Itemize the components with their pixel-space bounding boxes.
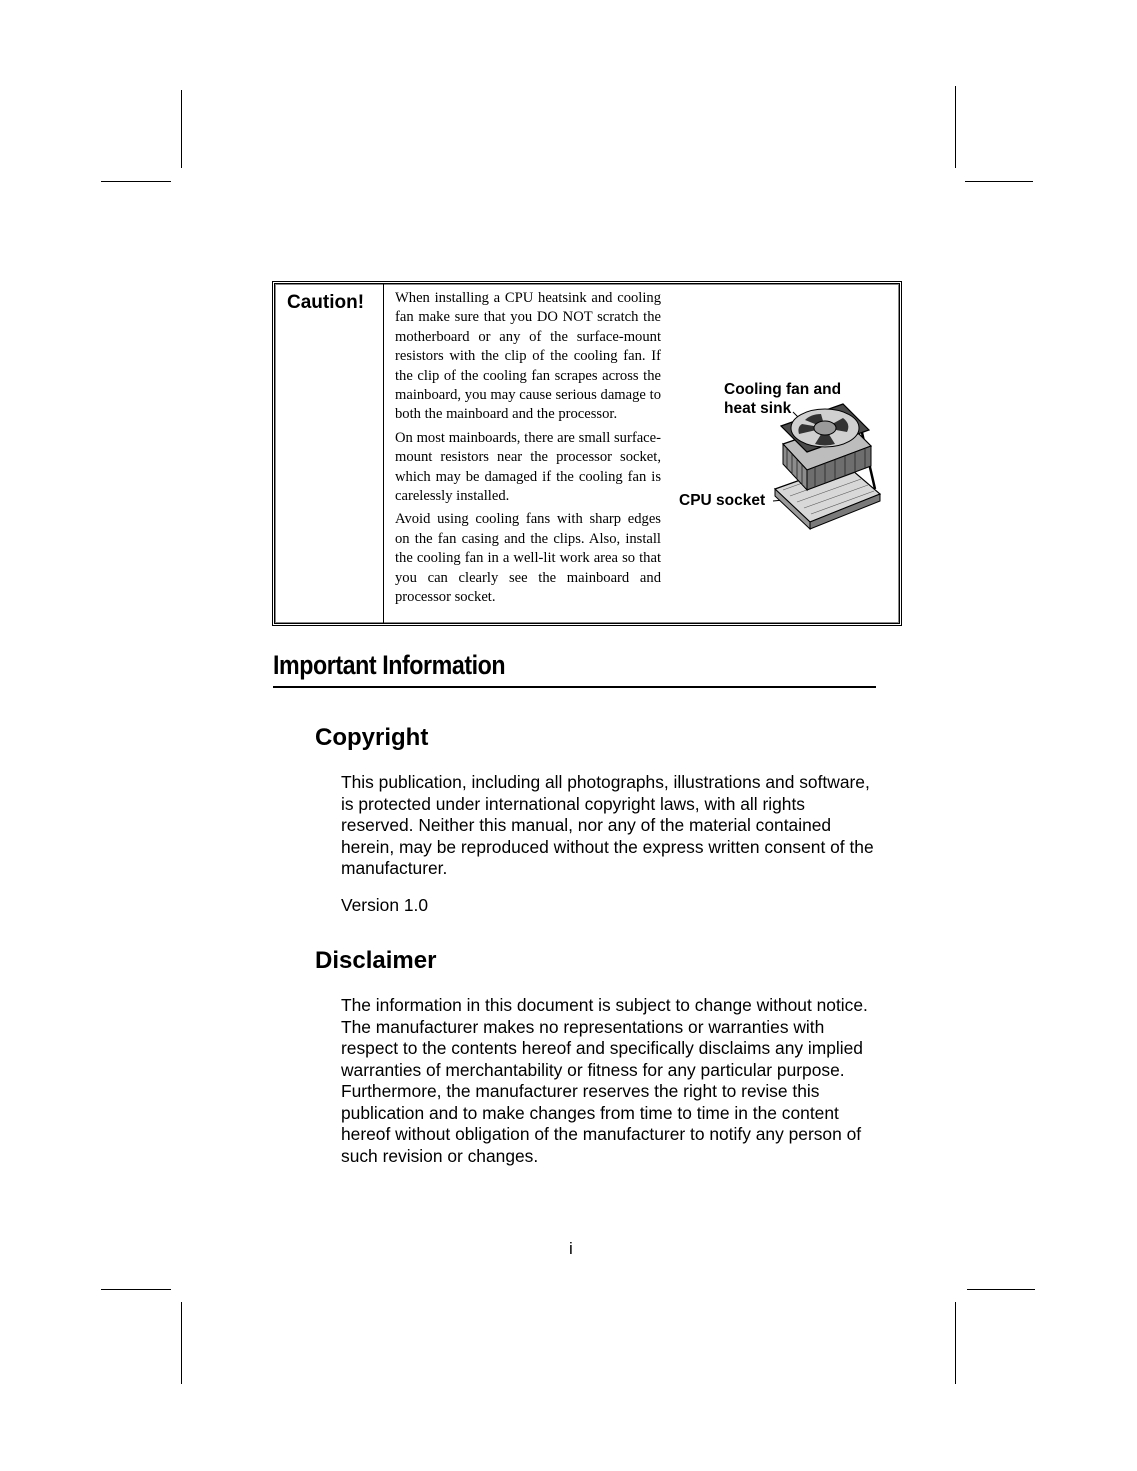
crop-mark	[101, 181, 171, 182]
disclaimer-paragraph: The information in this document is subject to change without notice. The manufacturer makes no representations or warranties with respect to the contents hereof and specifically disclaims any implied warranties of merchantability or fitness for any particular purpose. Furthermore, the manufacturer reserves the right to revise this publication and to make changes from time to time in the content hereof without obligation of the manufacturer to notify any person of such revision or changes.	[341, 995, 868, 1166]
page-number: i	[569, 1239, 573, 1258]
copyright-body	[341, 772, 876, 916]
version-text: Version 1.0	[341, 894, 429, 915]
crop-mark	[955, 1302, 956, 1384]
cpu-socket-label: CPU socket	[679, 492, 766, 509]
fan-label-line: heat sink	[724, 400, 792, 417]
disclaimer-body	[341, 995, 876, 1167]
caution-box	[272, 281, 902, 626]
crop-mark	[101, 1289, 171, 1290]
caution-paragraph: Avoid using cooling fans with sharp edges on the fan casing and the clips. Also, install the cooling fan in a well-lit work area so that you can clearly see the mainboard and processor socket.	[395, 511, 661, 606]
caution-label: Caution!	[287, 292, 365, 313]
crop-mark	[181, 1302, 182, 1384]
fan-label-line: Cooling fan and	[724, 381, 842, 398]
caution-text	[395, 289, 661, 612]
crop-mark	[955, 86, 956, 168]
disclaimer-heading: Disclaimer	[315, 947, 437, 974]
crop-mark	[181, 90, 182, 168]
caution-paragraph: When installing a CPU heatsink and cooling fan make sure that you DO NOT scratch the motherboard or any of the surface-mount resistors with the clip of the cooling fan. If the clip of the cooling fan scrapes across the mainboard, you may cause serious damage to both the mainboard and the processor.	[395, 290, 661, 423]
cpu-fan-illustration	[675, 394, 885, 544]
copyright-paragraph: This publication, including all photographs, illustrations and software, is protected under international copyright laws, with all rights reserved. Neither this manual, nor any of the material contained herein, may be reproduced without the express written consent of the manufacturer.	[341, 772, 874, 878]
section-rule	[273, 686, 876, 688]
crop-mark	[965, 181, 1033, 182]
caution-divider	[383, 284, 384, 623]
copyright-heading: Copyright	[315, 724, 429, 751]
section-title: Important Information	[273, 650, 506, 680]
caution-paragraph: On most mainboards, there are small surface-mount resistors near the processor socket, which may be damaged if the cooling fan is carelessly installed.	[395, 429, 661, 505]
crop-mark	[967, 1289, 1035, 1290]
